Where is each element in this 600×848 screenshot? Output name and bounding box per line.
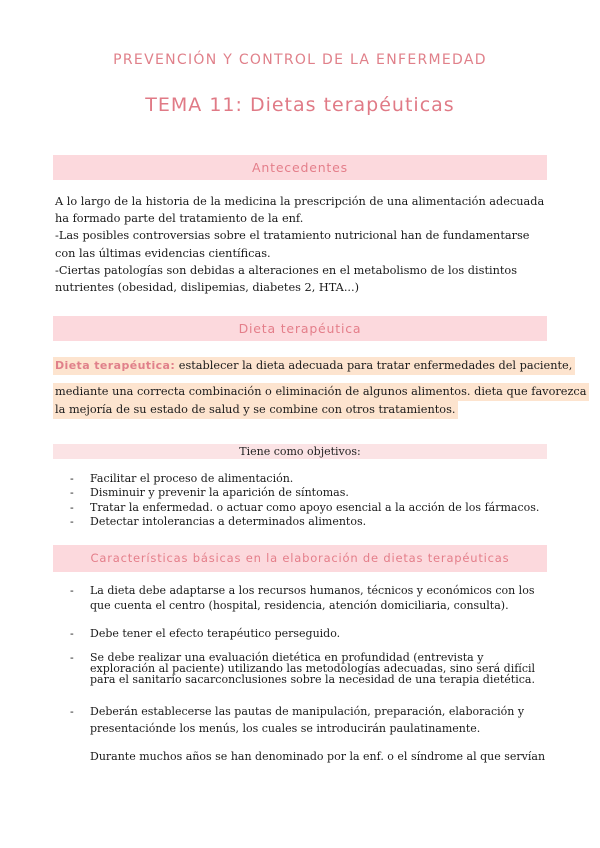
antecedentes-line: -Ciertas patologías son debidas a alteraciones en el metabolismo de los distintos nutrientes (obesidad, dislipemias, diabetes 2, HTA...) xyxy=(55,263,518,295)
list-item: - Facilitar el proceso de alimentación. xyxy=(70,472,294,485)
dash-bullet: - xyxy=(70,486,74,500)
page-title: TEMA 11: Dietas terapéuticas xyxy=(145,94,455,116)
list-item: - Se debe realizar una evaluación dietética en profundidad (entrevista y exploración al paciente) utilizando las metodologías adecuadas, sino será difícil para el sanitario sacarconclusiones sobre la necesidad de una terapia dietética. xyxy=(70,650,536,686)
section-heading-caracteristicas: Características básicas en la elaboración de dietas terapéuticas xyxy=(53,545,547,572)
subject-title: PREVENCIÓN Y CONTROL DE LA ENFERMEDAD xyxy=(113,52,487,68)
antecedentes-line: -Las posibles controversias sobre el tratamiento nutricional han de fundamentarse con las últimas evidencias científicas. xyxy=(55,229,530,260)
dash-bullet: - xyxy=(70,584,74,597)
definition-line-2: mediante una correcta combinación o eliminación de algunos alimentos. dieta que favorezca xyxy=(53,383,589,401)
list-item: - Tratar la enfermedad. o actuar como apoyo esencial a la acción de los fármacos. xyxy=(70,500,540,514)
objectives-list xyxy=(55,472,550,529)
section-heading-antecedentes: Antecedentes xyxy=(53,155,547,180)
antecedentes-line: A lo largo de la historia de la medicina la prescripción de una alimentación adecuada ha formado parte del tratamiento de la enf. xyxy=(55,195,545,226)
trailing-text: Durante muchos años se han denominado por la enf. o el síndrome al que servían xyxy=(90,750,546,763)
definition-term: Dieta terapéutica: xyxy=(55,359,176,372)
list-item: - Detectar intolerancias a determinados alimentos. xyxy=(70,514,367,528)
dash-bullet: - xyxy=(70,514,74,528)
definition-text: establecer la dieta adecuada para tratar enfermedades del paciente, xyxy=(175,359,573,372)
characteristics-list xyxy=(55,584,550,737)
antecedentes-text xyxy=(55,193,550,296)
dash-bullet: - xyxy=(70,627,74,640)
list-item: - Deberán establecerse las pautas de manipulación, preparación, elaboración y presentaciónde los menús, los cuales se introducirán paulatinamente. xyxy=(70,704,525,735)
list-item: - Disminuir y prevenir la aparición de síntomas. xyxy=(70,486,349,500)
dash-bullet: - xyxy=(70,500,74,514)
section-heading-dieta: Dieta terapéutica xyxy=(53,316,547,341)
definition-line-1 xyxy=(53,357,575,375)
list-item: - Debe tener el efecto terapéutico perseguido. xyxy=(70,627,341,640)
dash-bullet: - xyxy=(70,472,74,485)
definition-line-3: la mejoría de su estado de salud y se combine con otros tratamientos. xyxy=(53,401,458,419)
list-item: - La dieta debe adaptarse a los recursos humanos, técnicos y económicos con los que cuenta el centro (hospital, residencia, atención domiciliaria, consulta). xyxy=(70,584,535,612)
dash-bullet: - xyxy=(70,650,74,664)
objectives-heading: Tiene como objetivos: xyxy=(53,444,547,459)
dash-bullet: - xyxy=(70,704,74,718)
